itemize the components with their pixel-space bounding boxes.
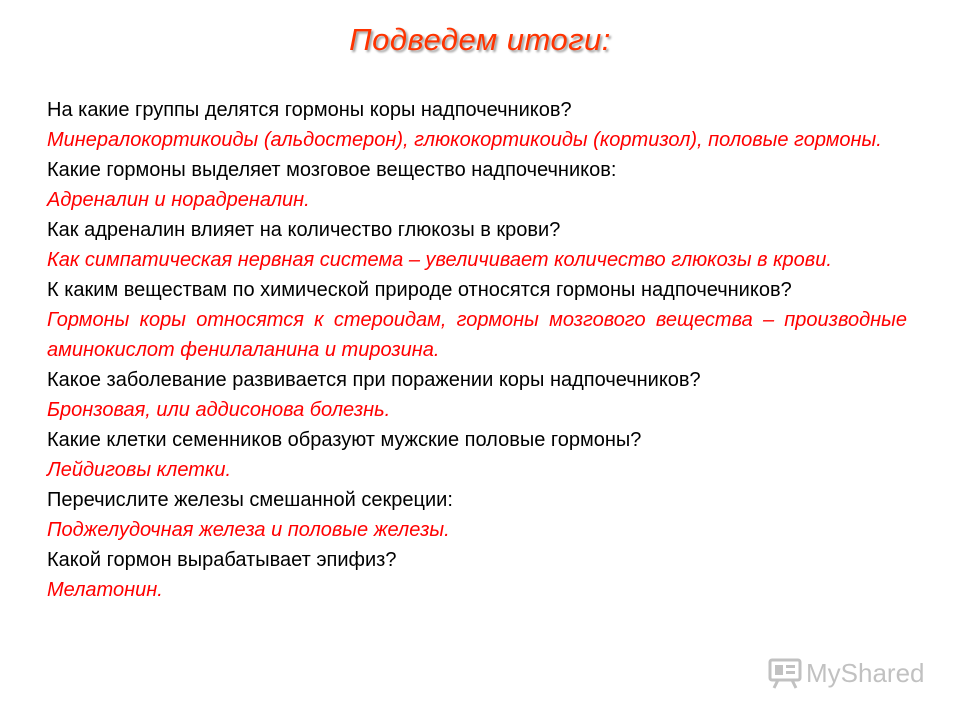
question-7: Перечислите железы смешанной секреции:	[47, 489, 453, 511]
answer-1: Минералокортикоиды (альдостерон), глюкокортикоиды (кортизол), половые гормоны.	[47, 129, 882, 151]
question-6: Какие клетки семенников образуют мужские половые гормоны?	[47, 429, 642, 451]
answer-6: Лейдиговы клетки.	[47, 459, 232, 481]
question-5: Какое заболевание развивается при поражении коры надпочечников?	[47, 369, 701, 391]
answer-3: Как симпатическая нервная система – увеличивает количество глюкозы в крови.	[47, 249, 832, 271]
question-2: Какие гормоны выделяет мозговое вещество надпочечников:	[47, 159, 617, 181]
watermark-text: MyShared	[806, 657, 925, 688]
presentation-board-icon	[768, 657, 802, 689]
answer-8: Мелатонин.	[47, 579, 163, 601]
question-3: Как адреналин влияет на количество глюкозы в крови?	[47, 219, 561, 241]
myshared-watermark	[768, 655, 925, 691]
answer-2: Адреналин и норадреналин.	[47, 189, 310, 211]
answer-7: Поджелудочная железа и половые железы.	[47, 519, 450, 541]
question-8: Какой гормон вырабатывает эпифиз?	[47, 549, 397, 571]
qa-list	[47, 95, 907, 605]
question-1: На какие группы делятся гормоны коры надпочечников?	[47, 99, 572, 121]
question-4: К каким веществам по химической природе относятся гормоны надпочечников?	[47, 279, 792, 301]
slide-title: Подведем итоги:	[349, 22, 611, 57]
answer-4: Гормоны коры относятся к стероидам, гормоны мозгового вещества – производные аминокислот фенилаланина и тирозина.	[47, 309, 907, 361]
answer-5: Бронзовая, или аддисонова болезнь.	[47, 399, 391, 421]
